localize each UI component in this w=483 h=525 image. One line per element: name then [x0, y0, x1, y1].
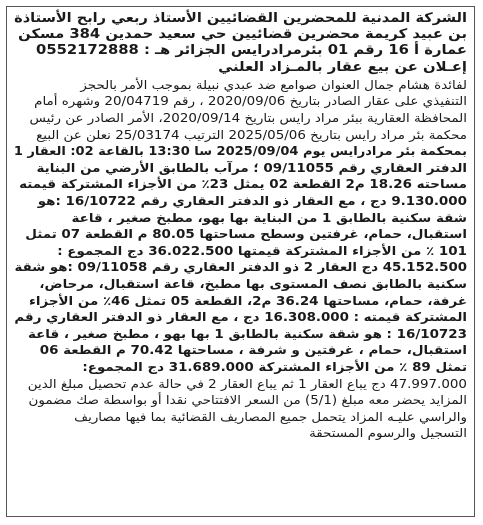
- property-1-line: مساحته 18.26 م2 القطعة 02 يمثل 23٪ من الأجزاء المشتركة قيمته: [19, 177, 467, 192]
- announcement-header: [14, 11, 467, 76]
- body-line: المحافظة العقارية ببئر مراد رايس بتاريخ 2020/09/14، الأمر الصادر عن رئيس: [29, 111, 467, 125]
- terms-line: التسجيل والرسوم المستحقة: [309, 426, 467, 441]
- body-line: لفائدة هشام جمال العنوان صوامع ضد عبدي نبيلة بموجب الأمر بالحجز: [80, 77, 468, 92]
- property-1-line: 9.130.000 دج ، مع العقار ذو الدفتر العقاري رقم 16/10722 :هو: [37, 193, 467, 208]
- body-line: محكمة بئر مراد رايس بتاريخ 2025/05/06 الترتيب 25/03174 نعلن عن البيع: [36, 127, 467, 142]
- company-name-line-2: بن عبيد كريمة محضرين قضائيين حي سعيد حمدين 384 مسكن: [18, 27, 467, 43]
- terms-line: والراسي عليـه المزاد يتحمل جميع المصاريف القضائية بما فيها مصاريف: [74, 409, 468, 424]
- property-2-line: غرفة، حمام، مساحتها 36.24 م2، القطعة 05 تمثل 46٪ من الأجزاء: [29, 293, 467, 308]
- property-1-line: شقة سكنية بالطابق 1 من البناية بها بهو، مطبخ صغير ، قاعة: [71, 210, 467, 225]
- property-1-total-line: 45.152.500 دج العقار 2 ذو الدفتر العقاري رقم 09/11058 :هو شقة: [14, 260, 467, 275]
- announcement-body: [14, 77, 467, 442]
- announcement-title: إعـلان عن بيع عقار بالمـزاد العلني: [218, 59, 467, 75]
- property-2-line: 16/10723 : هو شقة سكنية بالطابق 1 بها بهو ، مطبخ صغير ، قاعة: [27, 326, 467, 341]
- announcement-box: [6, 6, 475, 517]
- property-2-line: المشتركة قيمته : 16.308.000 دج ، مع العقار ذو الدفتر العقاري رقم: [14, 310, 467, 325]
- sale-date-line: بمحكمة بئر مرادرايس يوم 2025/09/04 سا 13:30 بالقاعة 02: العقار 1: [13, 144, 467, 159]
- company-address-line: عمارة أ 16 رقم 01 بئرمرادرايس الجزائر هـ : 0552172888: [36, 43, 467, 59]
- sale-order-line: 47.997.000 دج يباع العقار 1 ثم يباع العقار 2 في حالة عدم تحصيل مبلغ الدين: [27, 376, 467, 391]
- property-2-line: تمثل 89 ٪ من الأجزاء المشتركة 31.689.000 دج المجموع:: [82, 359, 467, 374]
- property-1-line: استقبال، حمام، غرفتين وسطح مساحتها 80.05 م القطعة 07 تمثل: [25, 227, 468, 242]
- property-1-line: 101 ٪ من الأجزاء المشتركة قيمتها 36.022.500 دج المجموع :: [57, 243, 467, 258]
- body-line: التنفيذي على عقار الصادر بتاريخ 2020/09/06 ، رقم 20/04719 وشهره أمام: [34, 94, 467, 109]
- property-2-line: استقبال، حمام ، غرفتين و شرفة ، مساحتها 70.42 م القطعة 06: [39, 343, 467, 358]
- company-name-line: الشركة المدنية للمحضرين القضائيين الأستاذ ربعي رابح الأستاذة: [14, 11, 467, 26]
- terms-line: المزايد يحضر معه مبلغ (5/1) من السعر الافتتاحي نقدا أو بواسطة صك مضمون: [28, 393, 467, 408]
- property-1-line: الدفتر العقاري رقم 09/11055 ؛ مرآب بالطابق الأرضي من البناية: [36, 160, 467, 175]
- property-2-line: سكنية بالطابق نصف المستوى بها مطبخ، قاعة استقبال، مرحاض،: [39, 276, 467, 291]
